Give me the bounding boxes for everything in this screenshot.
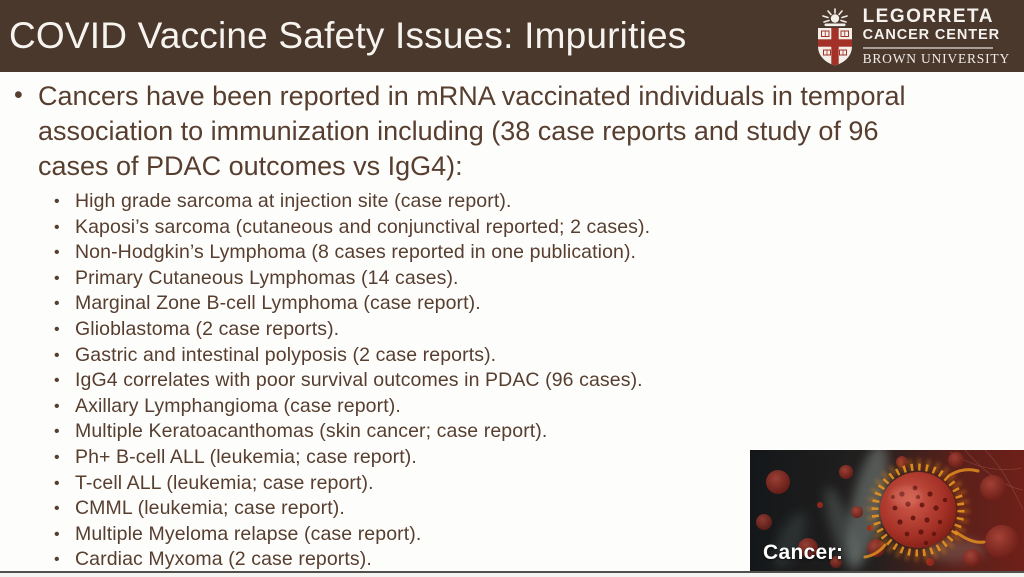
list-item: • Non-Hodgkin’s Lymphoma (8 cases reported in one publication). <box>75 240 1024 266</box>
list-item: • Multiple Keratoacanthomas (skin cancer; case report). <box>75 419 1024 445</box>
list-item: • Primary Cutaneous Lymphomas (14 cases). <box>75 266 1024 292</box>
logo-text <box>863 7 1010 67</box>
slide-bottom-rule <box>0 571 1024 577</box>
list-item: • Marginal Zone B-cell Lymphoma (case report). <box>75 291 1024 317</box>
page-title: COVID Vaccine Safety Issues: Impurities <box>9 15 687 56</box>
list-item: • Ph+ B-cell ALL (leukemia; case report). <box>75 445 1024 471</box>
list-item: • Glioblastoma (2 case reports). <box>75 317 1024 343</box>
brown-university-crest-icon <box>815 8 855 66</box>
logo-divider <box>863 47 993 49</box>
legorreta-cancer-center-logo <box>815 7 1010 67</box>
slide-header <box>0 0 1024 72</box>
main-bullet: • Cancers have been reported in mRNA vaccinated individuals in temporal association to immunization including (38 case reports and study of 96 cases of PDAC outcomes vs IgG4): <box>38 79 940 184</box>
list-item: • Axillary Lymphangioma (case report). <box>75 394 1024 420</box>
logo-cancer-center: CANCER CENTER <box>862 27 1000 44</box>
list-item: • CMML (leukemia; case report). <box>75 496 1024 522</box>
logo-brown-university: BROWN UNIVERSITY <box>862 50 1010 66</box>
list-item: • T-cell ALL (leukemia; case report). <box>75 471 1024 497</box>
list-item: • High grade sarcoma at injection site (case report). <box>75 189 1024 215</box>
list-item: • Kaposi’s sarcoma (cutaneous and conjunctival reported; 2 cases). <box>75 215 1024 241</box>
logo-legorreta: LEGORRETA <box>862 6 994 28</box>
cancer-cells-image <box>750 450 1024 572</box>
list-item: • Cardiac Myxoma (2 case reports). <box>75 547 1024 573</box>
list-item: • IgG4 correlates with poor survival outcomes in PDAC (96 cases). <box>75 368 1024 394</box>
list-item: • Multiple Myeloma relapse (case report). <box>75 522 1024 548</box>
list-item: • Gastric and intestinal polyposis (2 case reports). <box>75 343 1024 369</box>
cancer-caption: Cancer: <box>763 541 844 564</box>
